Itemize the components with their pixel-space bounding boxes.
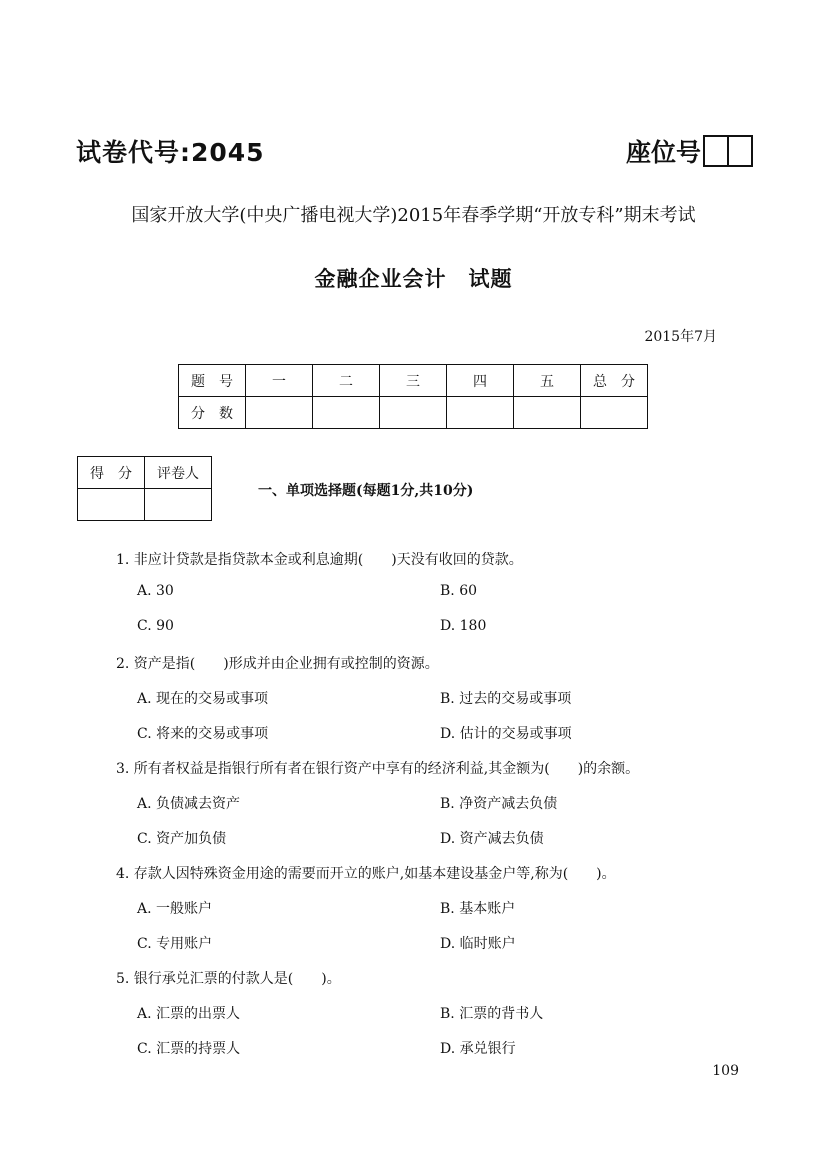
score-row-label: 分 数	[179, 397, 246, 429]
option: C. 90	[137, 618, 174, 634]
option: A. 现在的交易或事项	[137, 691, 269, 707]
option: B. 过去的交易或事项	[440, 691, 572, 707]
page-number: 109	[712, 1063, 739, 1079]
question-4: 4. 存款人因特殊资金用途的需要而开立的账户,如基本建设基金户等,称为( )。	[116, 866, 616, 882]
option: C. 将来的交易或事项	[137, 726, 269, 742]
score-blank	[380, 397, 447, 429]
score-blank	[514, 397, 581, 429]
exam-name: 国家开放大学(中央广播电视大学)2015年春季学期“开放专科”期末考试	[131, 205, 696, 226]
option: A. 负债减去资产	[137, 796, 241, 812]
score-cell: 五	[514, 365, 581, 397]
exam-date: 2015年7月	[644, 329, 717, 345]
section-title: 一、单项选择题(每题1分,共10分)	[258, 483, 474, 499]
score-cell: 总 分	[581, 365, 648, 397]
question-2: 2. 资产是指( )形成并由企业拥有或控制的资源。	[116, 656, 439, 672]
seat-number	[626, 133, 753, 169]
option: C. 资产加负债	[137, 831, 227, 847]
grader-header: 评卷人	[145, 457, 212, 489]
score-blank	[447, 397, 514, 429]
grader-table	[77, 456, 212, 521]
score-cell: 三	[380, 365, 447, 397]
option: C. 专用账户	[137, 936, 213, 952]
score-blank	[581, 397, 648, 429]
paper-code: 试卷代号:2045	[76, 138, 265, 167]
option: D. 180	[440, 618, 487, 634]
grader-header: 得 分	[78, 457, 145, 489]
option: C. 汇票的持票人	[137, 1041, 241, 1057]
score-table-header-row	[179, 365, 648, 397]
score-table	[178, 364, 648, 429]
option: A. 一般账户	[137, 901, 213, 917]
paper-title: 金融企业会计 试题	[314, 267, 513, 291]
option: B. 汇票的背书人	[440, 1006, 544, 1022]
score-table-score-row	[179, 397, 648, 429]
score-blank	[313, 397, 380, 429]
grader-blank	[145, 489, 212, 521]
seat-boxes	[703, 135, 753, 167]
score-cell: 二	[313, 365, 380, 397]
question-5: 5. 银行承兑汇票的付款人是( )。	[116, 971, 341, 987]
option: D. 资产减去负债	[440, 831, 544, 847]
option: A. 汇票的出票人	[137, 1006, 241, 1022]
option: D. 临时账户	[440, 936, 516, 952]
question-3: 3. 所有者权益是指银行所有者在银行资产中享有的经济利益,其金额为( )的余额。	[116, 761, 640, 777]
score-blank	[246, 397, 313, 429]
option: B. 净资产减去负债	[440, 796, 558, 812]
option: D. 承兑银行	[440, 1041, 516, 1057]
score-cell: 一	[246, 365, 313, 397]
score-cell: 题 号	[179, 365, 246, 397]
grader-blank	[78, 489, 145, 521]
option: B. 基本账户	[440, 901, 516, 917]
question-1: 1. 非应计贷款是指贷款本金或利息逾期( )天没有收回的贷款。	[116, 552, 523, 568]
option: B. 60	[440, 583, 478, 599]
option: A. 30	[137, 583, 174, 599]
option: D. 估计的交易或事项	[440, 726, 572, 742]
seat-label: 座位号	[626, 138, 702, 167]
score-cell: 四	[447, 365, 514, 397]
